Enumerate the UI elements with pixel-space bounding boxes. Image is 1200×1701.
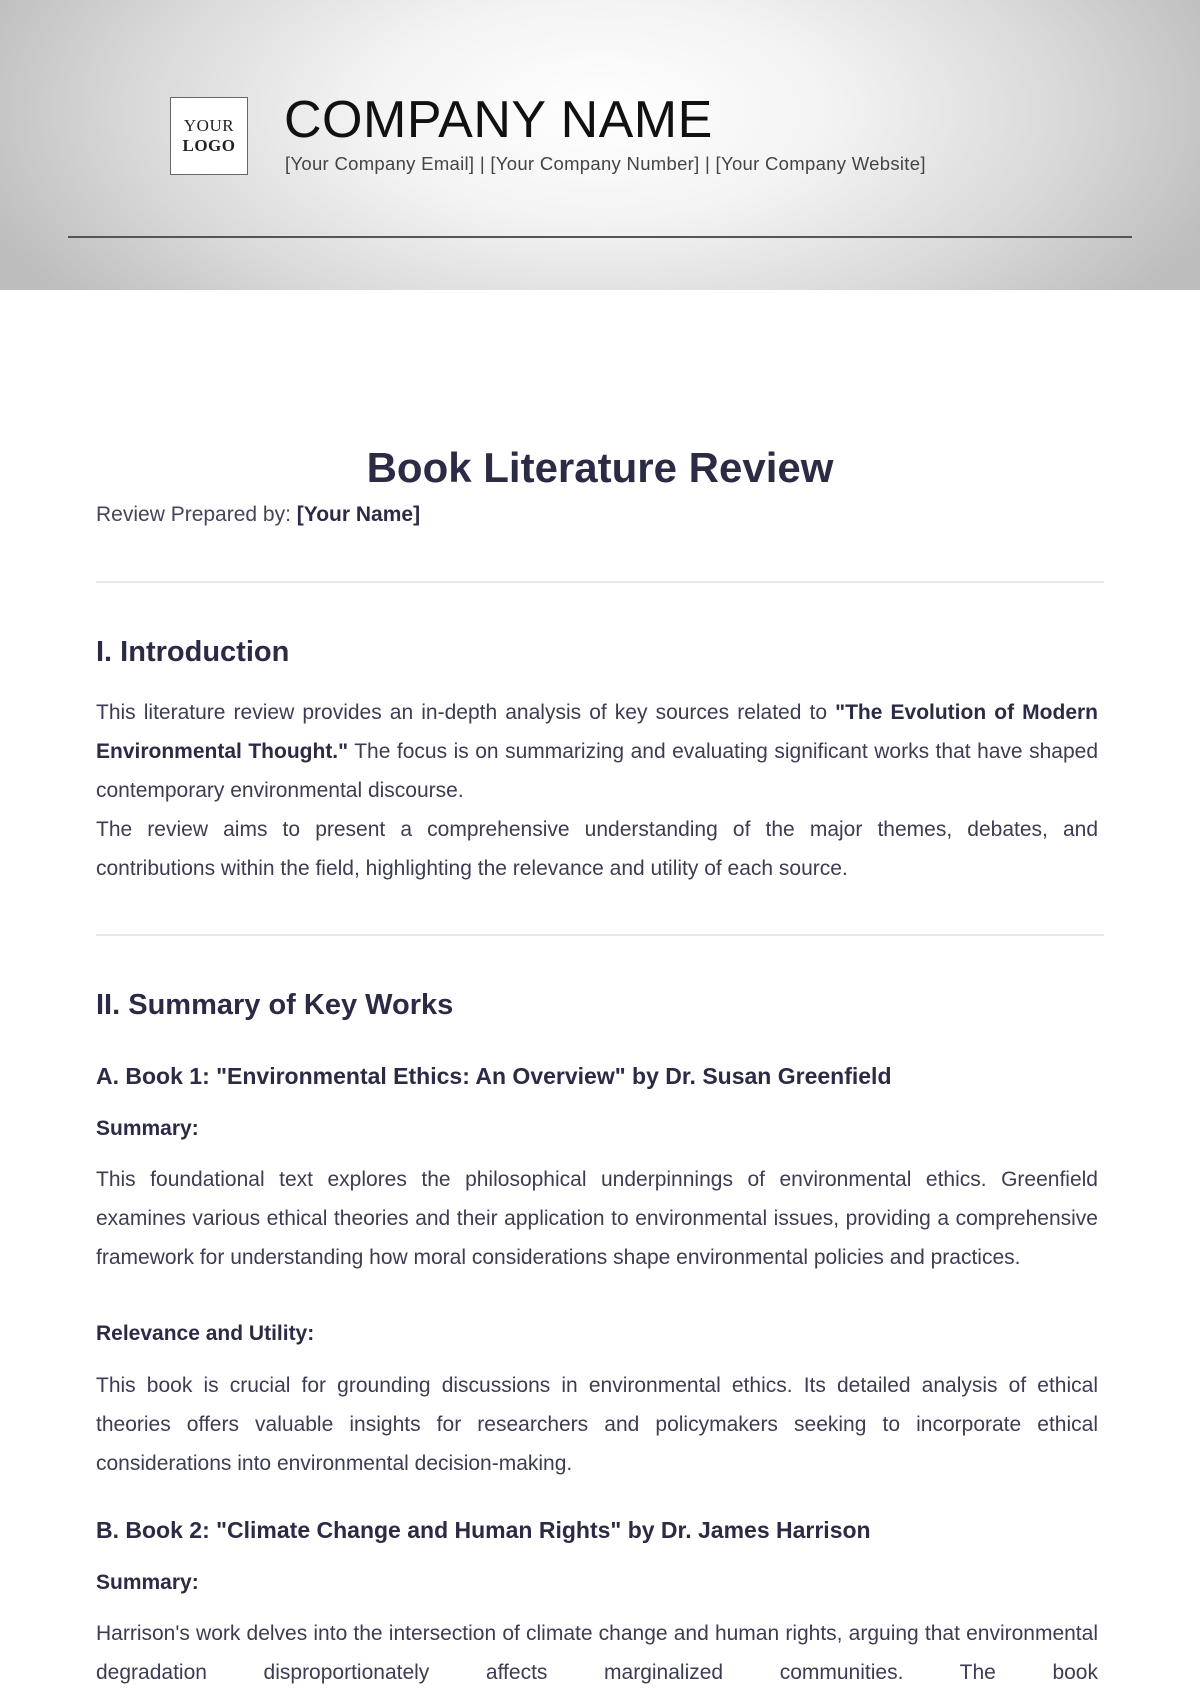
section-divider [96, 934, 1104, 936]
prepared-by-label: Review Prepared by: [96, 503, 291, 526]
logo-text-bottom: LOGO [182, 136, 236, 155]
book-a-heading: A. Book 1: "Environmental Ethics: An Overview" by Dr. Susan Greenfield [96, 1063, 892, 1089]
logo-text-top: YOUR [183, 116, 235, 135]
book-a-relevance: This book is crucial for grounding discussions in environmental ethics. Its detailed analysis of ethical theories offers valuable insights for researchers and policymakers seeking to incorporate ethical considerations into environmental decision-making. [96, 1374, 1098, 1475]
company-logo [170, 97, 248, 175]
introduction-heading: I. Introduction [96, 636, 290, 668]
book-b-summary: Harrison's work delves into the intersection of climate change and human rights, arguing that environmental degradation disproportionately affects marginalized communities. The book [96, 1622, 1098, 1684]
intro-text-end: The focus is on summarizing and evaluating significant works that have shaped contemporary environmental discourse. [96, 740, 1098, 802]
book-a-summary: This foundational text explores the philosophical underpinnings of environmental ethics. Greenfield examines various ethical theories and their application to environmental issues, providing a comprehensive framework for understanding how moral considerations shape environmental policies and practices. [96, 1168, 1098, 1269]
introduction-paragraph-1 [96, 693, 1098, 810]
company-name: COMPANY NAME [284, 91, 713, 149]
book-b-summary-label: Summary: [96, 1571, 199, 1594]
summary-section-heading: II. Summary of Key Works [96, 989, 454, 1021]
book-a-relevance-label: Relevance and Utility: [96, 1322, 315, 1345]
section-divider [96, 581, 1104, 583]
prepared-by [96, 503, 420, 527]
intro-text-start: This literature review provides an in-depth analysis of key sources related to [96, 701, 836, 724]
prepared-by-name: [Your Name] [296, 503, 421, 526]
header-divider [68, 236, 1132, 238]
introduction-paragraph-2: The review aims to present a comprehensive understanding of the major themes, debates, and contributions within the field, highlighting the relevance and utility of each source. [96, 818, 1098, 880]
intro-topic-title: "The Evolution of Modern Environmental Thought." [96, 701, 1099, 763]
document-title: Book Literature Review [366, 444, 834, 491]
company-contact-info: [Your Company Email] | [Your Company Number] | [Your Company Website] [285, 153, 926, 174]
book-b-heading: B. Book 2: "Climate Change and Human Rights" by Dr. James Harrison [96, 1517, 871, 1543]
letterhead [0, 0, 1200, 290]
book-a-summary-label: Summary: [96, 1117, 199, 1140]
